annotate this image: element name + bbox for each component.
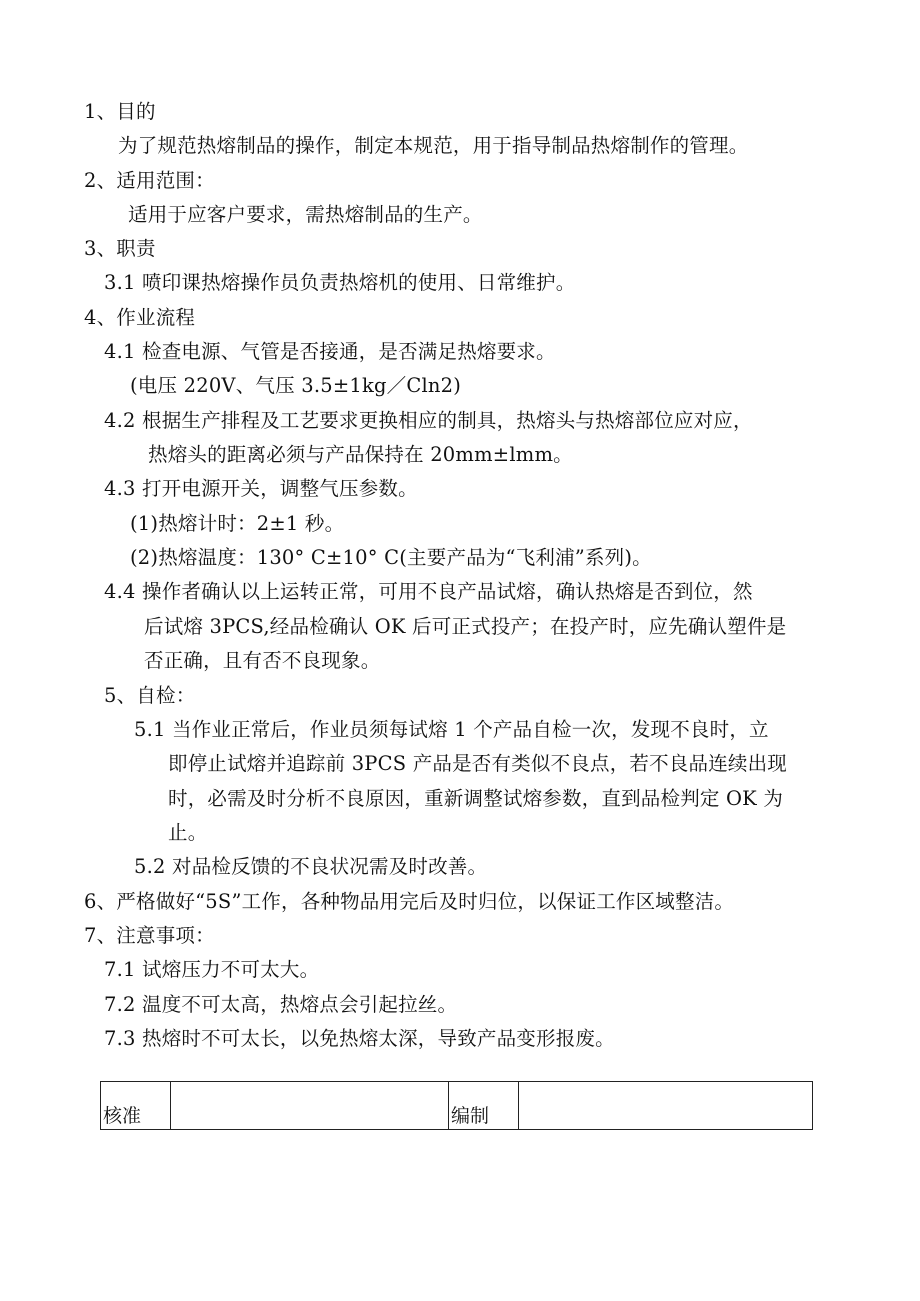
procedure-4-3-item1: (1)热熔计时：2±1 秒。 <box>130 512 345 535</box>
procedure-4-1-params: (电压 220V、气压 3.5±1kg／Cln2) <box>130 374 462 397</box>
note-7-3: 7.3 热熔时不可太长，以免热熔太深，导致产品变形报废。 <box>104 1027 615 1050</box>
item-6-5s: 6、严格做好“5S”工作，各种物品用完后及时归位，以保证工作区域整洁。 <box>84 890 735 913</box>
procedure-4-3-item2: (2)热熔温度：130° C±10° C(主要产品为“飞利浦”系列)。 <box>130 546 652 569</box>
approve-label: 核准 <box>101 1082 171 1130</box>
signature-row <box>101 1082 813 1130</box>
self-check-5-1-line4: 止。 <box>168 821 208 844</box>
signature-table <box>100 1081 813 1130</box>
note-7-2: 7.2 温度不可太高，热熔点会引起拉丝。 <box>104 993 458 1016</box>
approve-value-cell[interactable] <box>171 1082 449 1130</box>
responsibility-3-1: 3.1 喷印课热熔操作员负责热熔机的使用、日常维护。 <box>104 271 576 294</box>
purpose-text: 为了规范热熔制品的操作，制定本规范，用于指导制品热熔制作的管理。 <box>118 134 749 157</box>
note-7-1: 7.1 试熔压力不可太大。 <box>104 958 320 981</box>
heading-self-check: 5、自检： <box>104 684 196 707</box>
heading-notes: 7、注意事项： <box>84 924 215 947</box>
self-check-5-1-line2: 即停止试熔并追踪前 3PCS 产品是否有类似不良点，若不良品连续出现 <box>168 752 788 775</box>
heading-scope: 2、适用范围： <box>84 169 215 192</box>
prepare-label: 编制 <box>449 1082 519 1130</box>
procedure-4-4-line3: 否正确，且有否不良现象。 <box>144 649 381 672</box>
scope-text: 适用于应客户要求，需热熔制品的生产。 <box>128 203 483 226</box>
heading-purpose: 1、目的 <box>84 100 156 123</box>
procedure-4-2-line1: 4.2 根据生产排程及工艺要求更换相应的制具，热熔头与热熔部位应对应， <box>104 409 753 432</box>
heading-procedure: 4、作业流程 <box>84 306 196 329</box>
self-check-5-2: 5.2 对品检反馈的不良状况需及时改善。 <box>134 855 488 878</box>
prepare-value-cell[interactable] <box>519 1082 813 1130</box>
procedure-4-4-line2: 后试熔 3PCS,经品检确认 OK 后可正式投产；在投产时，应先确认塑件是 <box>144 615 787 638</box>
procedure-4-2-line2: 热熔头的距离必须与产品保持在 20mm±lmm。 <box>148 443 573 466</box>
self-check-5-1-line1: 5.1 当作业正常后，作业员须每试熔 1 个产品自检一次，发现不良时，立 <box>134 718 769 741</box>
self-check-5-1-line3: 时，必需及时分析不良原因，重新调整试熔参数，直到品检判定 OK 为 <box>168 787 784 810</box>
procedure-4-3: 4.3 打开电源开关，调整气压参数。 <box>104 477 418 500</box>
procedure-4-1: 4.1 检查电源、气管是否接通，是否满足热熔要求。 <box>104 340 556 363</box>
heading-responsibility: 3、职责 <box>84 237 156 260</box>
procedure-4-4-line1: 4.4 操作者确认以上运转正常，可用不良产品试熔，确认热熔是否到位，然 <box>104 580 753 603</box>
